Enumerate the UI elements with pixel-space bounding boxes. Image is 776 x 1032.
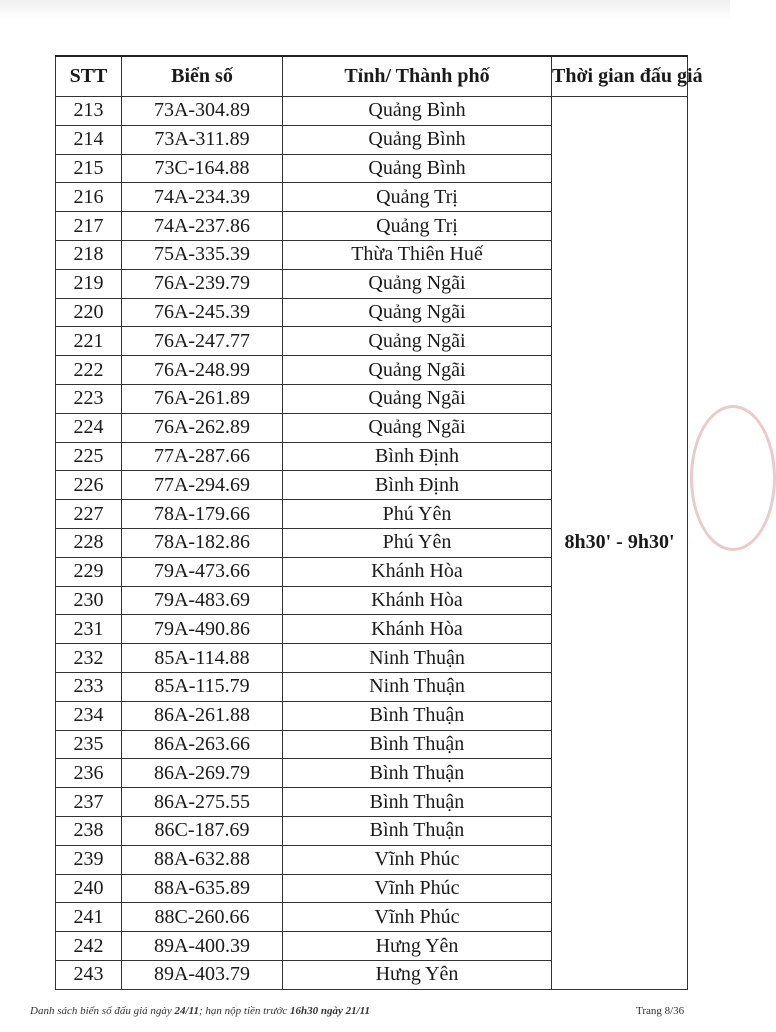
footer-prefix: Danh sách biển số đấu giá ngày — [30, 1005, 175, 1017]
table-body — [56, 97, 688, 990]
cell-province: Quảng Ngãi — [283, 413, 552, 442]
cell-plate: 86C-187.69 — [122, 816, 283, 845]
cell-plate: 76A-247.77 — [122, 327, 283, 356]
cell-stt: 215 — [56, 154, 122, 183]
cell-province: Quảng Trị — [283, 212, 552, 241]
cell-stt: 243 — [56, 960, 122, 989]
cell-stt: 238 — [56, 816, 122, 845]
cell-stt: 219 — [56, 269, 122, 298]
cell-plate: 88A-632.88 — [122, 845, 283, 874]
cell-stt: 234 — [56, 701, 122, 730]
cell-province: Quảng Ngãi — [283, 327, 552, 356]
cell-stt: 218 — [56, 240, 122, 269]
license-plate-table — [55, 55, 703, 990]
cell-plate: 86A-261.88 — [122, 701, 283, 730]
header-province: Tỉnh/ Thành phố — [283, 56, 552, 97]
cell-province: Vĩnh Phúc — [283, 874, 552, 903]
table-header-row — [56, 56, 688, 97]
cell-plate: 76A-245.39 — [122, 298, 283, 327]
cell-stt: 229 — [56, 557, 122, 586]
cell-stt: 235 — [56, 730, 122, 759]
cell-stt: 216 — [56, 183, 122, 212]
cell-stt: 242 — [56, 932, 122, 961]
stamp-seal — [690, 405, 776, 551]
header-plate: Biển số — [122, 56, 283, 97]
cell-province: Hưng Yên — [283, 960, 552, 989]
cell-stt: 223 — [56, 384, 122, 413]
cell-plate: 76A-248.99 — [122, 356, 283, 385]
cell-stt: 233 — [56, 672, 122, 701]
cell-stt: 236 — [56, 759, 122, 788]
cell-plate: 88C-260.66 — [122, 903, 283, 932]
footer-note — [30, 1005, 370, 1017]
cell-stt: 222 — [56, 356, 122, 385]
cell-plate: 74A-234.39 — [122, 183, 283, 212]
cell-plate: 73C-164.88 — [122, 154, 283, 183]
cell-auction-time: 8h30' - 9h30' — [552, 97, 688, 990]
cell-stt: 231 — [56, 615, 122, 644]
cell-stt: 225 — [56, 442, 122, 471]
cell-province: Phú Yên — [283, 528, 552, 557]
cell-plate: 88A-635.89 — [122, 874, 283, 903]
cell-plate: 77A-294.69 — [122, 471, 283, 500]
cell-stt: 230 — [56, 586, 122, 615]
cell-stt: 213 — [56, 97, 122, 126]
cell-stt: 220 — [56, 298, 122, 327]
cell-plate: 76A-262.89 — [122, 413, 283, 442]
cell-province: Bình Thuận — [283, 788, 552, 817]
cell-plate: 78A-179.66 — [122, 500, 283, 529]
cell-plate: 73A-311.89 — [122, 125, 283, 154]
footer-auction-date: 24/11 — [174, 1005, 199, 1017]
cell-province: Quảng Bình — [283, 97, 552, 126]
cell-province: Ninh Thuận — [283, 672, 552, 701]
cell-province: Quảng Trị — [283, 183, 552, 212]
cell-province: Thừa Thiên Huế — [283, 240, 552, 269]
header-time: Thời gian đấu giá — [552, 56, 688, 97]
cell-plate: 73A-304.89 — [122, 97, 283, 126]
cell-province: Phú Yên — [283, 500, 552, 529]
cell-stt: 232 — [56, 644, 122, 673]
cell-province: Bình Thuận — [283, 730, 552, 759]
cell-province: Bình Định — [283, 471, 552, 500]
cell-province: Bình Thuận — [283, 816, 552, 845]
cell-stt: 241 — [56, 903, 122, 932]
cell-province: Quảng Bình — [283, 125, 552, 154]
header-stt: STT — [56, 56, 122, 97]
cell-province: Hưng Yên — [283, 932, 552, 961]
cell-plate: 78A-182.86 — [122, 528, 283, 557]
cell-plate: 85A-115.79 — [122, 672, 283, 701]
table-row — [56, 97, 688, 126]
scan-shadow — [0, 0, 730, 20]
cell-stt: 226 — [56, 471, 122, 500]
cell-plate: 86A-269.79 — [122, 759, 283, 788]
cell-stt: 240 — [56, 874, 122, 903]
cell-plate: 74A-237.86 — [122, 212, 283, 241]
cell-plate: 89A-403.79 — [122, 960, 283, 989]
cell-stt: 227 — [56, 500, 122, 529]
cell-province: Quảng Ngãi — [283, 269, 552, 298]
cell-plate: 76A-239.79 — [122, 269, 283, 298]
cell-plate: 79A-490.86 — [122, 615, 283, 644]
cell-province: Vĩnh Phúc — [283, 845, 552, 874]
cell-province: Khánh Hòa — [283, 615, 552, 644]
cell-province: Bình Thuận — [283, 701, 552, 730]
cell-province: Khánh Hòa — [283, 586, 552, 615]
cell-province: Quảng Bình — [283, 154, 552, 183]
cell-province: Quảng Ngãi — [283, 298, 552, 327]
cell-stt: 228 — [56, 528, 122, 557]
cell-province: Quảng Ngãi — [283, 384, 552, 413]
cell-plate: 75A-335.39 — [122, 240, 283, 269]
cell-plate: 79A-483.69 — [122, 586, 283, 615]
page-number: Trang 8/36 — [636, 1005, 685, 1017]
cell-province: Vĩnh Phúc — [283, 903, 552, 932]
cell-province: Quảng Ngãi — [283, 356, 552, 385]
cell-stt: 217 — [56, 212, 122, 241]
cell-plate: 85A-114.88 — [122, 644, 283, 673]
cell-plate: 77A-287.66 — [122, 442, 283, 471]
footer-middle: ; hạn nộp tiền trước — [198, 1005, 290, 1017]
cell-stt: 221 — [56, 327, 122, 356]
cell-plate: 86A-275.55 — [122, 788, 283, 817]
cell-stt: 237 — [56, 788, 122, 817]
cell-stt: 224 — [56, 413, 122, 442]
cell-plate: 79A-473.66 — [122, 557, 283, 586]
cell-province: Bình Định — [283, 442, 552, 471]
cell-province: Ninh Thuận — [283, 644, 552, 673]
footer-deadline: 16h30 ngày 21/11 — [289, 1005, 371, 1017]
cell-plate: 89A-400.39 — [122, 932, 283, 961]
cell-stt: 239 — [56, 845, 122, 874]
cell-province: Khánh Hòa — [283, 557, 552, 586]
cell-plate: 86A-263.66 — [122, 730, 283, 759]
cell-plate: 76A-261.89 — [122, 384, 283, 413]
cell-province: Bình Thuận — [283, 759, 552, 788]
cell-stt: 214 — [56, 125, 122, 154]
